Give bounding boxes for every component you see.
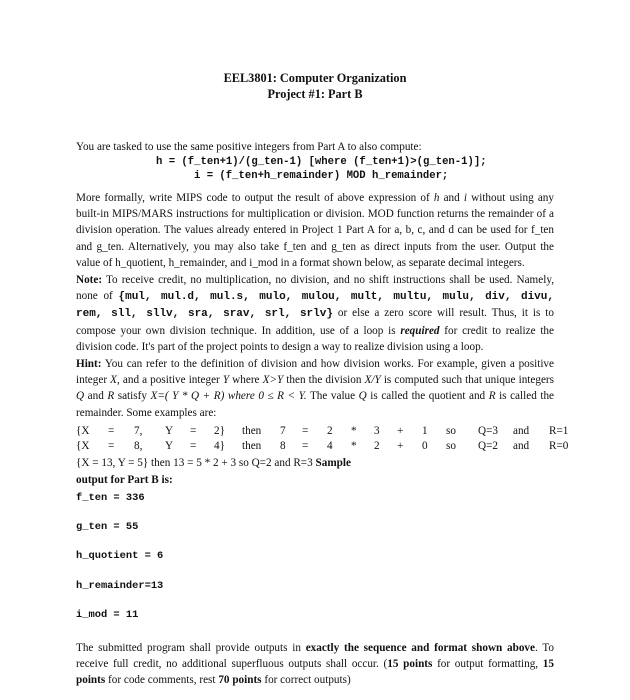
example-token: Q=2 — [478, 440, 498, 452]
note-label: Note: — [76, 274, 103, 286]
example-token: = — [302, 425, 309, 437]
note-text: To receive credit, no multiplication, no division, and no shift instructions shall be used. Namely, none of — [76, 274, 554, 303]
output-line-g-ten: g_ten = 55 — [76, 521, 139, 533]
note-paragraph — [76, 272, 554, 355]
example-token: {X — [76, 440, 90, 452]
var-r: R — [488, 390, 496, 403]
example-token: = — [108, 440, 115, 452]
var-q: Q — [76, 390, 85, 403]
hint-text: is called the remainder. Some examples are: — [76, 390, 554, 419]
note-text: or else a zero score will result. Thus, it is to compose your own division technique. In addition, use of a loop is — [76, 307, 554, 337]
closing-text: for code comments, rest — [105, 674, 219, 687]
closing-bold: 15 points — [76, 658, 554, 687]
hint-text: You can refer to the definition of division and how division works. For example, given a positive integer — [76, 358, 554, 387]
hint-text: , and a positive integer — [117, 374, 223, 387]
var-q: Q — [358, 390, 367, 403]
condition: X>Y — [262, 374, 284, 387]
example-token: 4} — [214, 440, 225, 452]
example-token: + — [397, 440, 404, 452]
note-text: for credit to realize the division code. It's part of the project points to design a way to realize division using a loop. — [76, 324, 554, 353]
course-title: EEL3801: Computer Organization — [223, 71, 407, 85]
var-r: R — [107, 390, 115, 403]
hint-paragraph — [76, 356, 554, 421]
var-h: h — [433, 192, 440, 204]
output-line-i-mod: i_mod = 11 — [76, 609, 139, 621]
var-x: X — [110, 374, 117, 387]
example-token: 7, — [134, 425, 143, 437]
formal-text: and — [439, 192, 464, 204]
hint-text: is called the quotient and — [366, 390, 489, 403]
example-token: so — [446, 440, 456, 452]
project-title: Project #1: Part B — [267, 87, 363, 101]
document-header — [0, 70, 630, 102]
closing-text: . To receive full credit, no additional superfluous outputs shall occur. ( — [76, 642, 554, 671]
example-token: Q=3 — [478, 425, 498, 437]
hint-label: Hint: — [76, 358, 102, 370]
required-emphasis: required — [400, 324, 440, 337]
hint-text: then the division — [283, 374, 365, 387]
example-token: * — [351, 425, 357, 437]
closing-bold: 15 points — [387, 658, 433, 671]
example-token: = — [302, 440, 309, 452]
example-token: 2 — [374, 440, 380, 452]
division-expr: X/Y — [364, 374, 381, 387]
example-token: then — [242, 425, 262, 437]
example-token: = — [190, 440, 197, 452]
closing-text: for output formatting, — [432, 658, 543, 671]
example-row-3 — [76, 455, 554, 471]
example-token: 3 — [374, 425, 380, 437]
example-token: and — [513, 425, 530, 437]
hint-text: The value — [306, 390, 359, 403]
example-token: 8, — [134, 440, 143, 452]
output-line-f-ten: f_ten = 336 — [76, 492, 145, 504]
example-row-2 — [76, 440, 569, 455]
example-token: = — [108, 425, 115, 437]
division-equation: X=( Y * Q + R) where 0 ≤ R < Y. — [150, 390, 307, 403]
formula-i: i = (f_ten+h_remainder) MOD h_remainder; — [194, 170, 449, 182]
example-token: so — [446, 425, 456, 437]
example-token: R=0 — [549, 440, 569, 452]
var-i: i — [463, 192, 467, 204]
example-token: then — [242, 440, 262, 452]
closing-paragraph — [76, 640, 554, 689]
formal-text: without using any built-in MIPS/MARS instructions for multiplication or division. MOD function returns the remainder of a division operation. The values already entered in Project 1 Part A for a, b, c, and d can be used for f_ten and g_ten. Alternatively, you may also take f_ten and g_ten as direct inputs from the user. Output the value of h_quotient, h_remainder, and i_mod in a format shown below, as separate decimal integers. — [76, 192, 554, 269]
formula-h: h = (f_ten+1)/(g_ten-1) [where (f_ten+1)>(g_ten-1)]; — [156, 156, 487, 168]
closing-bold: exactly the sequence and format shown above — [305, 642, 535, 654]
example-token: * — [351, 440, 357, 452]
output-line-h-quotient: h_quotient = 6 — [76, 550, 164, 562]
hint-text: satisfy — [114, 390, 151, 403]
example-token: + — [397, 425, 404, 437]
intro-text: You are tasked to use the same positive integers from Part A to also compute: — [76, 141, 422, 153]
example-token: 0 — [422, 440, 428, 452]
example-token: Y — [165, 440, 174, 452]
example-token: R=1 — [549, 425, 569, 437]
example-text: {X = 13, Y = 5} then 13 = 5 * 2 + 3 so Q=2 and R=3 — [76, 457, 316, 469]
var-y: Y — [222, 374, 230, 387]
example-token: {X — [76, 425, 90, 437]
formal-text: More formally, write MIPS code to output the result of above expression of — [76, 192, 434, 204]
closing-text: for correct outputs) — [261, 674, 351, 687]
example-row-1 — [76, 425, 569, 440]
hint-text: is computed such that unique integers — [380, 374, 554, 387]
example-token: 2 — [327, 425, 333, 437]
formal-paragraph — [76, 190, 554, 271]
closing-text: The submitted program shall provide outputs in — [76, 642, 306, 654]
hint-text: where — [229, 374, 263, 387]
example-token: 4 — [327, 440, 333, 452]
example-token: = — [190, 425, 197, 437]
example-token: 2} — [214, 425, 225, 437]
example-token: 7 — [280, 425, 286, 437]
forbidden-instructions: {mul, mul.d, mul.s, mulo, mulou, mult, multu, mulu, div, divu, rem, sll, sllv, sra, srav, srl, srlv} — [76, 291, 554, 321]
hint-text: and — [84, 390, 108, 403]
closing-bold: 70 points — [218, 674, 262, 687]
output-line-h-remainder: h_remainder=13 — [76, 580, 164, 592]
example-token: 8 — [280, 440, 286, 452]
example-token: 1 — [422, 425, 428, 437]
example-token: and — [513, 440, 530, 452]
sample-label: Sample — [315, 457, 351, 469]
output-label: output for Part B is: — [76, 474, 173, 486]
example-token: Y — [165, 425, 174, 437]
